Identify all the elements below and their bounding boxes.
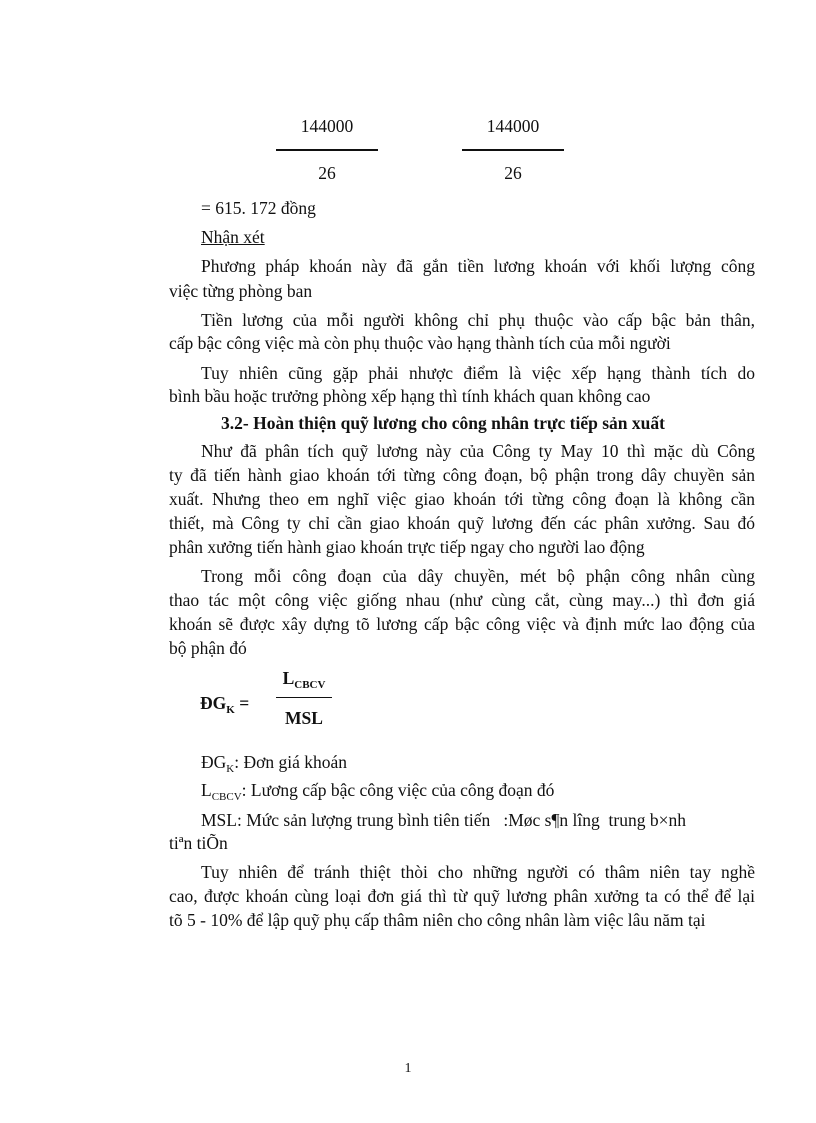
def-msl-line1: MSL: Mức sản lượng trung bình tiên tiến :Møc s¶n lîng trung b×nh [201,810,686,830]
formula-equals: = [234,693,250,713]
final-p-line2: cao, được khoán cùng loại đơn giá thì từ quỹ lương phân xưởng ta có thể để lại [169,886,755,906]
fraction-right-numerator: 144000 [486,116,540,136]
remark-heading: Nhận xét [201,227,265,247]
section-p1-line2: ty đã tiến hành giao khoán tới từng công đoạn, bộ phận trong dây chuyền sản [169,465,755,485]
fraction-right-bar [462,149,564,151]
def-dgk: $ĐG_K$: Đơn giá khoán [201,752,348,775]
formula-lhs-subscript: K [226,704,235,716]
fraction-left [272,116,382,184]
section-p1-line3: xuất. Nhưng theo em nghĩ việc giao khoán tới từng công đoạn là không cần [169,489,755,509]
section-p1-line1: Như đã phân tích quỹ lương này của Công ty May 10 thì mặc dù Công [201,441,755,461]
section-p1-line4: thiết, mà Công ty chỉ cần giao khoán quỹ lương đến các phân xưởng. Sau đó [169,513,755,533]
remark-p3-line2: bình bầu hoặc trưởng phòng xếp hạng thì tính khách quan không cao [169,386,651,406]
formula-denominator: MSL [285,708,323,728]
def-msl-line2: tiªn tiÕn [169,833,228,853]
fraction-left-bar [276,149,378,151]
def-lcbcv: $L_{CBCV}$: Lương cấp bậc công việc của công đoạn đó [201,780,555,803]
formula-lhs-symbol: ĐG [200,693,227,713]
remark-p2-line2: cấp bậc công việc mà còn phụ thuộc vào hạng thành tích của mỗi người [169,333,671,353]
final-p-line3: tõ 5 - 10% để lập quỹ phụ cấp thâm niên cho công nhân làm việc lâu năm tại [169,910,706,930]
remark-p2-line1: Tiền lương của mỗi người không chỉ phụ thuộc vào cấp bậc bản thân, [201,310,755,330]
section-p1-line5: phân xưởng tiến hành giao khoán trực tiếp ngay cho người lao động [169,537,645,557]
final-p-line1: Tuy nhiên để tránh thiệt thòi cho những người có thâm niên tay nghề [201,862,755,882]
formula-numerator: $L_{CBCV}$ [282,668,326,691]
remark-p1-line2: việc từng phòng ban [169,281,313,301]
remark-p1-line1: Phương pháp khoán này đã gắn tiền lương khoán với khối lượng công [201,256,755,276]
section-p2-line3: khoán sẽ được xây dựng tõ lương cấp bậc công việc và định mức lao động của [169,614,755,634]
fraction-right-denominator: 26 [504,163,522,183]
section-heading: 3.2- Hoàn thiện quỹ lương cho công nhân trực tiếp sản xuất [221,413,665,433]
section-p2-line2: thao tác một công việc giống nhau (như cùng cắt, cùng may...) thì đơn giá [169,590,755,610]
fraction-left-denominator: 26 [318,163,336,183]
section-p2-line1: Trong mỗi công đoạn của dây chuyền, mét bộ phận công nhân cùng [201,566,755,586]
section-p2-line4: bộ phận đó [169,638,247,658]
fraction-left-numerator: 144000 [300,116,354,136]
formula-fraction [272,668,336,729]
formula-bar [276,697,332,698]
page-number: 1 [404,1061,412,1076]
fraction-right [458,116,568,184]
result-line: = 615. 172 đồng [201,198,316,218]
remark-p3-line1: Tuy nhiên cũng gặp phải nhược điểm là việc xếp hạng thành tích do [201,363,755,383]
formula-lhs [200,693,249,716]
